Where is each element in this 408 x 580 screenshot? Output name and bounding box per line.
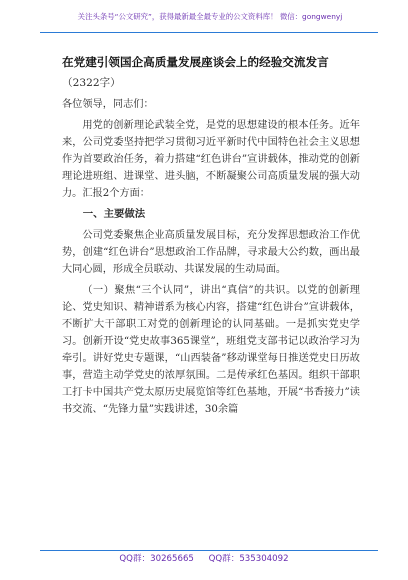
salutation: 各位领导，同志们：: [62, 99, 154, 110]
footer-qq-group-1: QQ群：30265665: [119, 554, 194, 564]
header-divider: [40, 32, 378, 33]
section-heading: 一、主要做法: [82, 208, 146, 220]
header-banner: 关注头条号“公文研究”，获得最新最全最专业的公文资料库！ 微信：gongwenyj: [77, 12, 343, 21]
footer: [0, 553, 408, 565]
footer-qq-group-2: QQ群：535304092: [208, 554, 289, 564]
body-paragraph: 公司党委聚焦企业高质量发展目标，充分发挥思想政治工作优势，创建“红色讲台”思想政治工作品牌，寻求最大公约数，画出最大同心圆，形成全员联动、共谋发展的生动局面。: [62, 230, 360, 275]
word-count: （2322字）: [62, 77, 121, 89]
body-paragraph: （一）聚焦“三个认同”，讲出“真信”的共识。以党的创新理论、党史知识、精神谱系为核心内容，搭建“红色讲台”宣讲载体，不断扩大干部职工对党的创新理论的认同基础。一是抓实党史学习。创新开设“党史故事365课堂”，班组党支部书记以政治学习为牵引。讲好党史专题课，“山西装备”移动课堂每日推送党史日历故事，营造主动学党史的浓厚氛围。二是传承红色基因。组织干部职工打卡中国共产党太原历史展览馆等红色基地，开展“书香接力”读书交流、“先锋力量”实践讲述，30余篇: [62, 285, 360, 415]
document-title: 在党建引领国企高质量发展座谈会上的经验交流发言: [62, 55, 329, 69]
intro-paragraph: 用党的创新理论武装全党，是党的思想建设的根本任务。近年来，公司党委坚持把学习贯彻习近平新时代中国特色社会主义思想作为首要政治任务，着力搭建“红色讲台”宣讲载体，推动党的创新理论进班组、进课堂、进头脑，不断凝聚公司高质量发展的强大动力。汇报2个方面：: [62, 120, 360, 199]
document-body: [62, 44, 360, 418]
footer-divider: [40, 550, 378, 551]
